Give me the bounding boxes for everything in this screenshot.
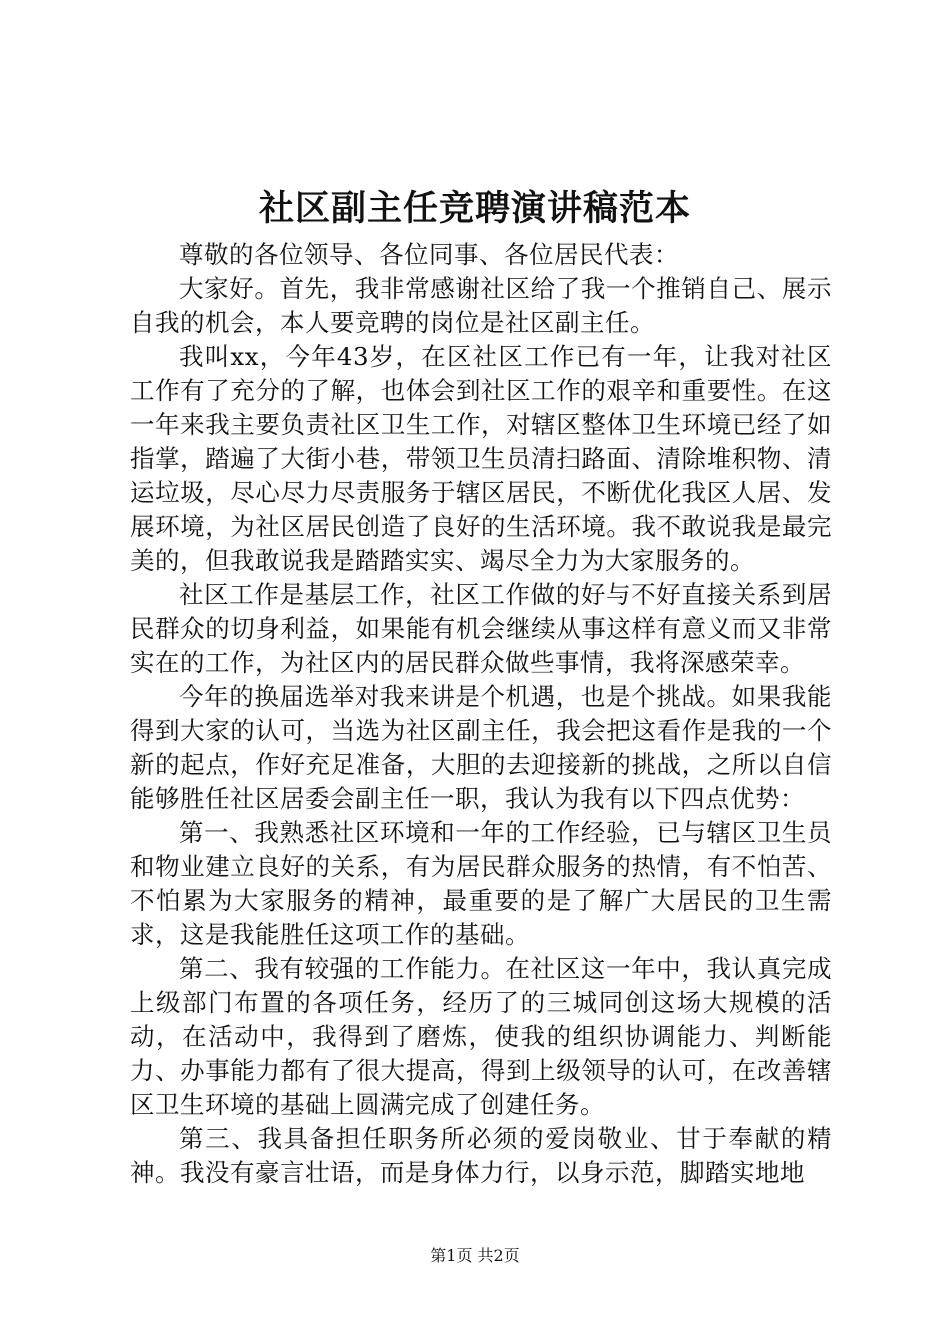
body-paragraph: 今年的换届选举对我来讲是个机遇，也是个挑战。如果我能得到大家的认可，当选为社区副主任，我会把这看作是我的一个新的起点，作好充足准备，大胆的去迎接新的挑战，之所以自信能够胜任社区居委会副主任一职，我认为我有以下四点优势： <box>130 682 832 813</box>
body-paragraph: 第一、我熟悉社区环境和一年的工作经验，已与辖区卫生员和物业建立良好的关系，有为居民群众服务的热情，有不怕苦、不怕累为大家服务的精神，最重要的是了解广大居民的卫生需求，这是我能胜任这项工作的基础。 <box>130 818 832 949</box>
body-paragraph: 第三、我具备担任职务所必须的爱岗敬业、甘于奉献的精神。我没有豪言壮语，而是身体力行，以身示范，脚踏实地地 <box>130 1124 832 1187</box>
body-paragraph: 第二、我有较强的工作能力。在社区这一年中，我认真完成上级部门布置的各项任务，经历了的三城同创这场大规模的活动，在活动中，我得到了磨炼，使我的组织协调能力、判断能力、办事能力都有了很大提高，得到上级领导的认可，在改善辖区卫生环境的基础上圆满完成了创建任务。 <box>130 954 832 1119</box>
page-footer: 第1页 共2页 <box>430 1246 520 1265</box>
body-paragraph: 大家好。首先，我非常感谢社区给了我一个推销自己、展示自我的机会，本人要竞聘的岗位是社区副主任。 <box>130 274 832 337</box>
body-paragraph: 我叫xx，今年43岁，在区社区工作已有一年，让我对社区工作有了充分的了解，也体会到社区工作的艰辛和重要性。在这一年来我主要负责社区卫生工作，对辖区整体卫生环境已经了如指掌，踏遍了大街小巷，带领卫生员清扫路面、清除堆积物、清运垃圾，尽心尽力尽责服务于辖区居民，不断优化我区人居、发展环境，为社区居民创造了良好的生活环境。我不敢说我是最完美的，但我敢说我是踏踏实实、竭尽全力为大家服务的。 <box>130 342 832 575</box>
document-title: 社区副主任竞聘演讲稿范本 <box>258 188 691 229</box>
salutation-paragraph: 尊敬的各位领导、各位同事、各位居民代表： <box>179 240 679 269</box>
document-body <box>130 238 832 1190</box>
body-paragraph: 社区工作是基层工作，社区工作做的好与不好直接关系到居民群众的切身利益，如果能有机会继续从事这样有意义而又非常实在的工作，为社区内的居民群众做些事情，我将深感荣幸。 <box>130 580 832 677</box>
